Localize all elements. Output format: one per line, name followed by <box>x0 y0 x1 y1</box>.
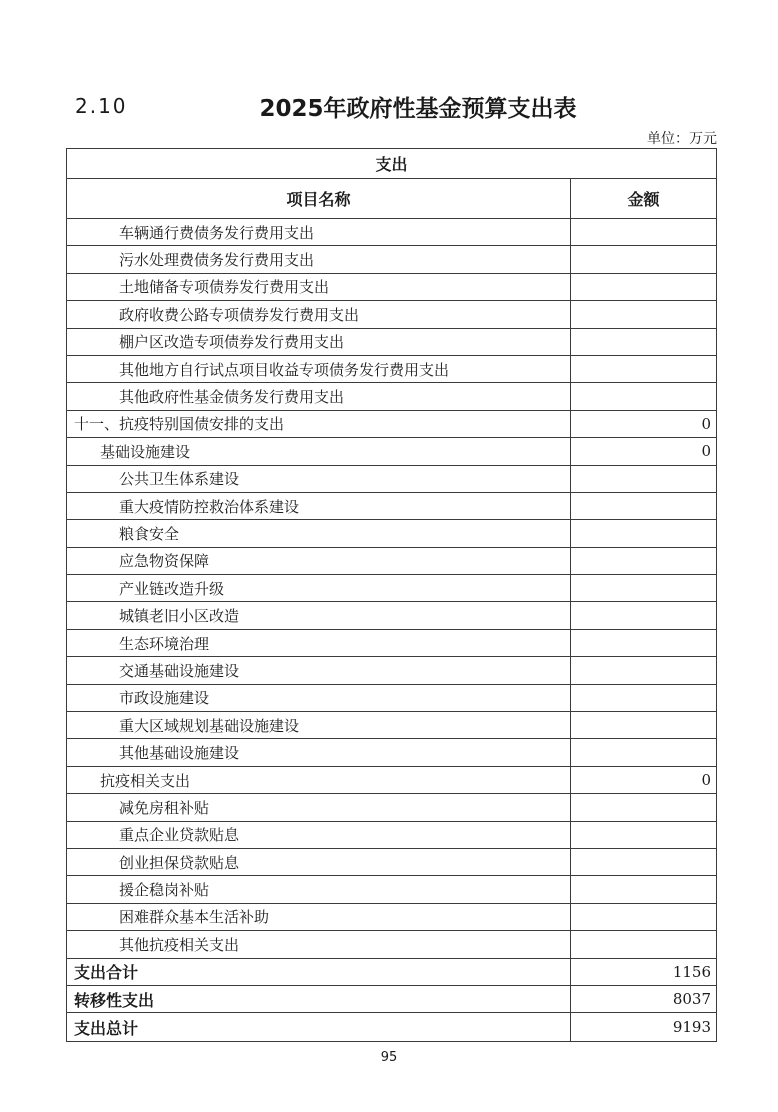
table-row <box>67 329 716 356</box>
item-name-cell: 困难群众基本生活补助 <box>67 904 571 930</box>
item-name-cell: 抗疫相关支出 <box>67 767 571 793</box>
table-span-header: 支出 <box>67 149 716 179</box>
amount-cell <box>571 219 716 245</box>
item-name-cell: 交通基础设施建设 <box>67 657 571 683</box>
table-row <box>67 630 716 657</box>
amount-cell <box>571 246 716 272</box>
table-row <box>67 274 716 301</box>
amount-cell <box>571 329 716 355</box>
amount-cell <box>571 657 716 683</box>
item-name-cell: 十一、抗疫特别国债安排的支出 <box>67 411 571 437</box>
item-name-cell: 减免房租补贴 <box>67 794 571 820</box>
table-row <box>67 685 716 712</box>
table-row <box>67 411 716 438</box>
item-name-cell: 其他抗疫相关支出 <box>67 931 571 957</box>
amount-cell <box>571 493 716 519</box>
amount-cell <box>571 575 716 601</box>
amount-cell: 0 <box>701 414 711 433</box>
table-row <box>67 246 716 273</box>
amount-cell <box>571 712 716 738</box>
item-name-cell: 土地储备专项债券发行费用支出 <box>67 274 571 300</box>
table-row <box>67 876 716 903</box>
item-name-cell: 市政设施建设 <box>67 685 571 711</box>
amount-cell <box>571 931 716 957</box>
amount-cell <box>571 548 716 574</box>
item-name-cell: 转移性支出 <box>67 986 571 1012</box>
table-row <box>67 520 716 547</box>
table-row <box>67 959 716 986</box>
amount-cell <box>571 739 716 765</box>
table-row <box>67 438 716 465</box>
table-row <box>67 575 716 602</box>
amount-cell <box>571 904 716 930</box>
item-name-cell: 污水处理费债务发行费用支出 <box>67 246 571 272</box>
item-name-cell: 重大疫情防控救治体系建设 <box>67 493 571 519</box>
table-row <box>67 602 716 629</box>
table-row <box>67 219 716 246</box>
table-row <box>67 739 716 766</box>
table-row <box>67 383 716 410</box>
amount-cell <box>571 630 716 656</box>
page-number: 95 <box>380 1050 398 1065</box>
item-name-cell: 粮食安全 <box>67 520 571 546</box>
section-number: 2.10 <box>75 94 128 118</box>
item-name-cell: 生态环境治理 <box>67 630 571 656</box>
amount-cell <box>571 274 716 300</box>
item-name-cell: 应急物资保障 <box>67 548 571 574</box>
amount-cell: 8037 <box>672 990 711 1009</box>
table-row <box>67 767 716 794</box>
amount-cell: 9193 <box>672 1018 711 1037</box>
table-row <box>67 904 716 931</box>
table-row <box>67 986 716 1013</box>
table-row <box>67 712 716 739</box>
amount-cell <box>571 466 716 492</box>
item-name-cell: 支出总计 <box>67 1013 571 1040</box>
item-name-cell: 产业链改造升级 <box>67 575 571 601</box>
amount-cell: 0 <box>701 442 711 461</box>
amount-cell <box>571 822 716 848</box>
amount-cell <box>571 520 716 546</box>
amount-cell <box>571 794 716 820</box>
amount-cell: 1156 <box>672 962 711 981</box>
table-row <box>67 849 716 876</box>
item-name-cell: 其他基础设施建设 <box>67 739 571 765</box>
item-name-cell: 基础设施建设 <box>67 438 571 464</box>
unit-label: 单位：万元 <box>647 131 717 147</box>
column-header-amount: 金额 <box>627 190 660 209</box>
amount-cell <box>571 849 716 875</box>
table-row <box>67 822 716 849</box>
item-name-cell: 重点企业贷款贴息 <box>67 822 571 848</box>
amount-cell <box>571 685 716 711</box>
table-row <box>67 931 716 958</box>
column-header-item-name: 项目名称 <box>67 179 571 218</box>
amount-cell <box>571 383 716 409</box>
table-row <box>67 794 716 821</box>
item-name-cell: 棚户区改造专项债券发行费用支出 <box>67 329 571 355</box>
item-name-cell: 支出合计 <box>67 959 571 985</box>
item-name-cell: 车辆通行费债务发行费用支出 <box>67 219 571 245</box>
item-name-cell: 其他政府性基金债务发行费用支出 <box>67 383 571 409</box>
expenditure-table <box>66 148 717 1042</box>
item-name-cell: 援企稳岗补贴 <box>67 876 571 902</box>
item-name-cell: 公共卫生体系建设 <box>67 466 571 492</box>
table-body <box>67 219 716 1041</box>
item-name-cell: 重大区域规划基础设施建设 <box>67 712 571 738</box>
table-column-header-row <box>67 179 716 219</box>
table-row <box>67 548 716 575</box>
amount-cell: 0 <box>701 771 711 789</box>
amount-cell <box>571 876 716 902</box>
item-name-cell: 政府收费公路专项债券发行费用支出 <box>67 301 571 327</box>
amount-cell <box>571 301 716 327</box>
item-name-cell: 城镇老旧小区改造 <box>67 602 571 628</box>
amount-cell <box>571 602 716 628</box>
table-row <box>67 1013 716 1040</box>
item-name-cell: 其他地方自行试点项目收益专项债务发行费用支出 <box>67 356 571 382</box>
table-row <box>67 657 716 684</box>
amount-cell <box>571 356 716 382</box>
item-name-cell: 创业担保贷款贴息 <box>67 849 571 875</box>
table-row <box>67 356 716 383</box>
page-title: 2025年政府性基金预算支出表 <box>259 96 577 122</box>
table-row <box>67 493 716 520</box>
table-row <box>67 466 716 493</box>
table-row <box>67 301 716 328</box>
